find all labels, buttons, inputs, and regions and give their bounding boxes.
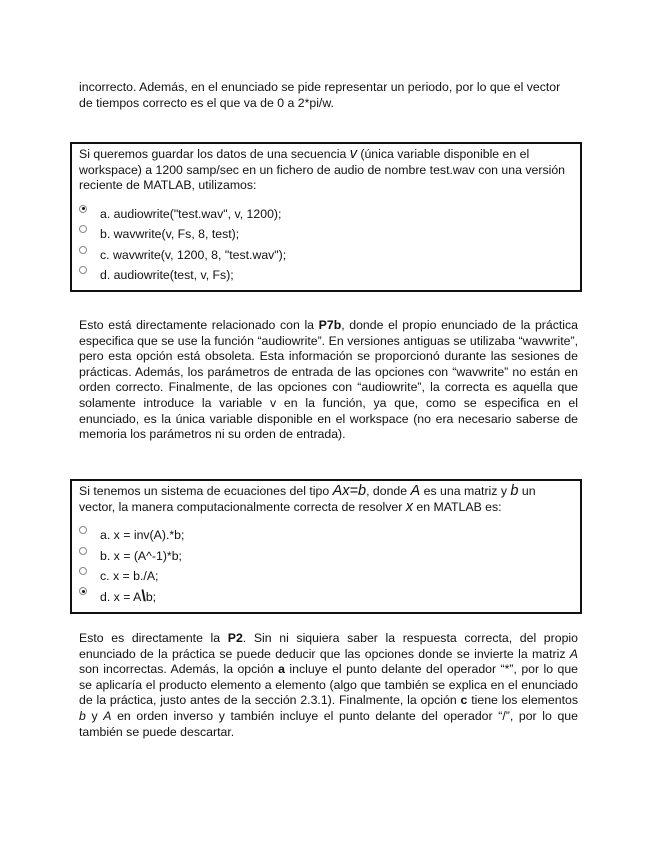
explanation-2-paragraph: Esto es directamente la P2. Sin ni siquiera saber la respuesta correcta, del propio enunciado de la práctica se puede deducir que las opciones donde se invierte la matriz A son incorrectas. Además, la opción a incluye el punto delante del operador “*”, por lo que se aplicaría el producto elemento a elemento (algo que también se explica en el enunciado de la práctica, justo antes de la sección 2.3.1). Finalmente, la opción c tiene los elementos b y A en orden inverso y también incluye el punto delante del operador “/”, por lo que también se puede descartar. xyxy=(79,631,579,739)
q2-option-c[interactable] xyxy=(79,569,573,589)
q2-option-a-label: a. x = inv(A).*b; xyxy=(100,528,185,543)
explanation-1-paragraph: Esto está directamente relacionado con la P7b, donde el propio enunciado de la práctica especifica que se use la función “audiowrite”. En versiones antiguas se utilizaba “wavwrite”, pero esta opción está obsoleta. Esta información se proporcionó durante las sesiones de prácticas. Además, los parámetros de entrada de las opciones con “wavwrite” no están en orden correcto. Finalmente, de las opciones con “audiowrite”, la correcta es aquella que solamente introduce la variable v en la función, ya que, como se especifica en el enunciado, es la única variable disponible en el workspace (no era necesario saberse de memoria los parámetros ni su orden de entrada). xyxy=(79,318,578,442)
q1-option-b[interactable] xyxy=(79,227,573,247)
radio-button[interactable] xyxy=(79,526,87,534)
intro-line-2: de tiempos correcto es el que va de 0 a 2*pi/w. xyxy=(79,95,334,110)
question-1-variable: v xyxy=(349,146,357,162)
question-2-options xyxy=(79,528,573,610)
radio-button[interactable] xyxy=(79,266,87,274)
q1-option-c-label: c. wavwrite(v, 1200, 8, "test.wav"); xyxy=(100,247,287,262)
practice-ref-p7b: P7b xyxy=(318,318,342,332)
question-2-text: Si tenemos un sistema de ecuaciones del tipo Ax=b, donde A es una matriz y b un vector, la manera computacionalmente correcta de resolver x en MATLAB es: xyxy=(79,483,536,515)
q2-option-d[interactable] xyxy=(79,589,573,609)
q2-option-d-label: d. x = A\b; xyxy=(100,588,157,606)
q1-option-c[interactable] xyxy=(79,248,573,268)
question-1-options xyxy=(79,207,573,289)
practice-ref-p2: P2 xyxy=(227,631,243,645)
radio-button[interactable] xyxy=(79,246,87,254)
q2-option-b[interactable] xyxy=(79,549,573,569)
radio-button[interactable] xyxy=(79,567,87,575)
q2-option-a[interactable] xyxy=(79,528,573,548)
q1-option-a-label: a. audiowrite("test.wav", v, 1200); xyxy=(100,206,282,221)
q1-option-d[interactable] xyxy=(79,268,573,288)
q1-option-d-label: d. audiowrite(test, v, Fs); xyxy=(100,267,234,282)
intro-paragraph xyxy=(79,80,578,111)
question-1-box xyxy=(70,142,582,292)
q1-option-a[interactable] xyxy=(79,207,573,227)
radio-button[interactable] xyxy=(79,225,87,233)
question-1-text: Si queremos guardar los datos de una secuencia v (única variable disponible en el workspace) a 1200 samp/sec en un fichero de audio de nombre test.wav con una versión reciente de MATLAB, utilizamos: xyxy=(79,146,566,193)
intro-line-1: incorrecto. Además, en el enunciado se pide representar un periodo, por lo que el vector xyxy=(79,80,561,94)
radio-button-selected[interactable] xyxy=(79,587,87,595)
q1-option-b-label: b. wavwrite(v, Fs, 8, test); xyxy=(100,227,240,242)
radio-button-selected[interactable] xyxy=(79,205,87,213)
q2-option-c-label: c. x = b./A; xyxy=(100,568,159,583)
radio-button[interactable] xyxy=(79,547,87,555)
question-2-box xyxy=(70,479,582,614)
q2-option-b-label: b. x = (A^-1)*b; xyxy=(100,548,182,563)
